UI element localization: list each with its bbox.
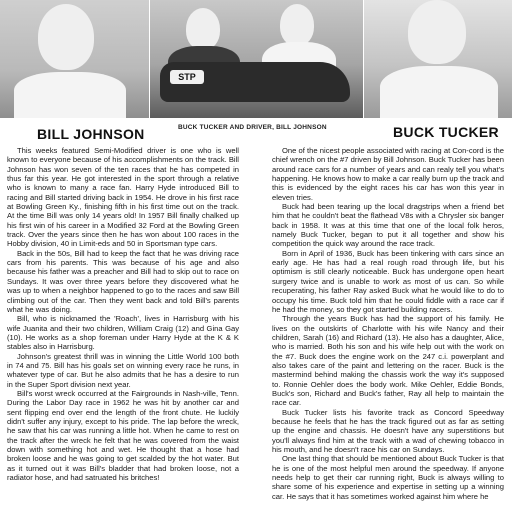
paragraph: Back in the 50s, Bill had to keep the fact that he was driving race cars from his parents. This was because of his age and also because his father was a preacher and Bill had to skip out to race on Sundays. It was over three years before they discovered what he was up to when a neighbor happened to go to the races and saw Bill climbing out of the car. Then they went back and told Bill's parents what he was doing. (7, 248, 239, 314)
photo-buck-tucker (364, 0, 512, 118)
paragraph: Bill, who is nicknamed the 'Roach', lives in Harrisburg with his wife Juanita and their two children, William Craig (12) and Gina Gay (10). He works as a shop foreman under Harry Hyde at the K & K stables also in Harrisburg. (7, 314, 239, 352)
paragraph: Through the years Buck has had the support of his family. He lives on the outskirts of Charlotte with his wife Nancy and their children, Sarah (16) and Richard (13). He also has a daughter, Alice, who is married. Both his son and his wife help out with the work on the #7. Buck does the engine work on the 247 c.i. powerplant and also takes care of the paint and lettering on the racer. Buck is the mastermind behind making the chassis work the way it's supposed to. Ronnie Oehler does the body work. Mike Oehler, Eddie Bonds, Buck's son, Richard and Buck's father, Ray all help to maintain the race car. (272, 314, 504, 408)
portrait-head (38, 4, 94, 70)
paragraph: Buck Tucker lists his favorite track as Concord Speedway because he feels that he has the track figured out as far as setting up the engine and chassis. He doesn't have any superstitions but you'll always find him at the track with a wad of chewing tobacco in his mouth, and he doesn't race his car on Sundays. (272, 407, 504, 454)
paragraph: Born in April of 1936, Buck has been tinkering with cars since an early age. He has had a real rough road through life, but his optimism is still clearly noticeable. Buck has undergone open heart surgery twice and is unable to work as most of us can. So while recuperating, his father Ray asked Buck what he would like to do to occupy his time. Buck told him that he could fiddle with a race car if he had the money, so they got started building racers. (272, 248, 504, 314)
paragraph: Buck had been tearing up the local dragstrips when a friend bet him that he couldn't beat the flathead V8s with a Chrysler six banger back in 1958. It was at this time that one of the local folk heros, namely Buck Tucker, began to put it all together and show his competition the quick way around the race track. (272, 202, 504, 249)
paragraph: Johnson's greatest thrill was in winning the Little World 100 both in 74 and 75. Bill has his goals set on winning every race he runs, in whatever type of car. But he also admits that he has a desire to run in the Super Sport division next year. (7, 351, 239, 389)
paragraph: This weeks featured Semi-Modified driver is one who is well known to everyone because of his accomplishments on the track. Bill Johnson has won seven of the ten races that he has competed in thus far this year. He got interested in the sport through a relative who is known to many a race fan. Harry Hyde introduced Bill to racing and Bill started driving back in 1954. He drove in his first race at Bowling Green Ky., finishing fifth in his first time out on the track. At the time Bill was only 14 years old! In 1957 Bill finally chalked up his first win of his career in a Modified 32 Ford at the Bowling Green track. Over the years since then he has won about 100 races in the Hobby division, 40 in Limit-eds and 50 in Sportsman type cars. (7, 146, 239, 249)
portrait-shirt (14, 72, 126, 118)
photo-strip (0, 0, 512, 118)
caption-center: BUCK TUCKER AND DRIVER, BILL JOHNSON (178, 124, 327, 131)
portrait-shirt (380, 66, 498, 118)
article-column-right (272, 146, 504, 512)
photo-bill-johnson (0, 0, 150, 118)
paragraph: One last thing that should be mentioned about Buck Tucker is that he is one of the most helpful men around the speedway. If anyone needs help to get their car running right, Buck is always willing to share some of his experience and expertise in setting up a winning car. He says that it has sometimes worked against him where he (272, 454, 504, 501)
photo-tucker-and-johnson (150, 0, 364, 118)
caption-bill-johnson: BILL JOHNSON (37, 126, 145, 142)
article-column-left (7, 146, 239, 512)
paragraph: One of the nicest people associated with racing at Con-cord is the chief wrench on the #7 driven by Bill Johnson. Buck Tucker has been around race cars for a number of years and can realy tell you what's happening. He knows how to make a car really burn up the track and this is evidenced by the eight races his car has won this year in eleven tries. (272, 146, 504, 202)
caption-buck-tucker: BUCK TUCKER (393, 124, 499, 140)
person-head (280, 4, 314, 46)
portrait-head (408, 0, 466, 64)
paragraph: Bill's worst wreck occurred at the Fairgrounds in Nash-ville, Tenn. During the Labor Day race in 1962 he was hit by another car and sent flipping end over end the length of the front chute. He luckily didn't suffer any injury, except to his pride. The lap before the wreck, he saw that his car was running a little hot. When he came to rest on the track after the wreck he felt that he was covered from the waist down with something hot and wet. He thought that a hose had broken loose and he was going to get scalded by the hot water. But as it turned out it was Bill's bladder that had broken loose, not a radiator hose, and had satruated his britches! (7, 388, 239, 483)
person-head (186, 8, 220, 50)
car-plate: STP (170, 70, 204, 84)
